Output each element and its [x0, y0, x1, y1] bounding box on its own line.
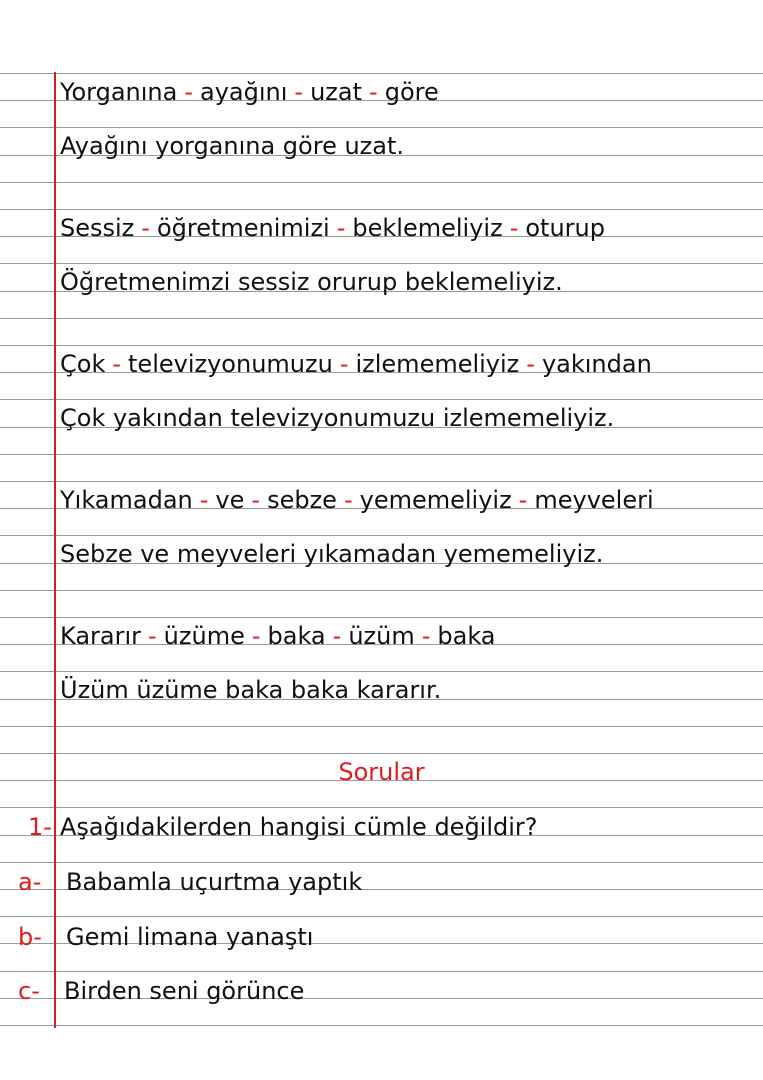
ruled-line [0, 862, 763, 863]
ruled-line [0, 726, 763, 727]
word-separator: - [294, 78, 304, 106]
word: baka [437, 622, 496, 650]
word: uzat [310, 78, 363, 106]
ruled-line [0, 127, 763, 128]
answer-sentence-4: Sebze ve meyveleri yıkamadan yememeliyiz. [60, 540, 604, 568]
word: ve [215, 486, 245, 514]
word: televizyonumuzu [128, 350, 333, 378]
margin-line [54, 72, 56, 1028]
word: Çok [60, 350, 106, 378]
word-list-3 [60, 349, 652, 379]
word: Sessiz [60, 214, 135, 242]
word-list-4 [60, 485, 654, 515]
word-list-1 [60, 77, 439, 107]
word: oturup [525, 214, 605, 242]
ruled-line [0, 318, 763, 319]
word-separator: - [336, 214, 346, 242]
option-text-c: Birden seni görünce [64, 977, 305, 1005]
word-separator: - [332, 622, 342, 650]
word: meyveleri [534, 486, 654, 514]
ruled-line [0, 209, 763, 210]
word: üzüme [163, 622, 245, 650]
answer-sentence-3: Çok yakından televizyonumuzu izlememeliyiz. [60, 404, 615, 432]
word: sebze [267, 486, 337, 514]
answer-sentence-5: Üzüm üzüme baka baka kararır. [60, 676, 442, 704]
ruled-line [0, 1025, 763, 1026]
word-separator: - [369, 78, 378, 106]
answer-sentence-1: Ayağını yorganına göre uzat. [60, 132, 405, 160]
option-label-b: b- [18, 923, 42, 951]
word: üzüm [348, 622, 415, 650]
word: Yıkamadan [60, 486, 193, 514]
question-text: Aşağıdakilerden hangisi cümle değildir? [60, 813, 538, 841]
word-list-2 [60, 213, 605, 243]
option-text-a: Babamla uçurtma yaptık [66, 868, 363, 896]
word-separator: - [343, 486, 353, 514]
word: yememeliyiz [359, 486, 512, 514]
option-label-a: a- [18, 868, 42, 896]
word-separator: - [148, 622, 157, 650]
ruled-line [0, 182, 763, 183]
word: Yorganına [60, 78, 178, 106]
question-number: 1- [28, 813, 52, 841]
questions-heading: Sorular [338, 758, 425, 786]
ruled-line [0, 753, 763, 754]
word: yakından [541, 350, 652, 378]
word-separator: - [339, 350, 349, 378]
ruled-line [0, 535, 763, 536]
word-separator: - [518, 486, 528, 514]
ruled-line [0, 345, 763, 346]
ruled-line [0, 971, 763, 972]
ruled-line [0, 590, 763, 591]
word-list-5 [60, 621, 496, 651]
word-separator: - [184, 78, 194, 106]
word: Kararır [60, 622, 141, 650]
ruled-line [0, 263, 763, 264]
ruled-line [0, 807, 763, 808]
word-separator: - [251, 622, 261, 650]
word: öğretmenimizi [156, 214, 330, 242]
word-separator: - [141, 214, 150, 242]
ruled-line [0, 481, 763, 482]
ruled-line [0, 399, 763, 400]
ruled-line [0, 617, 763, 618]
ruled-line [0, 916, 763, 917]
word: ayağını [200, 78, 288, 106]
word-separator: - [199, 486, 209, 514]
answer-sentence-2: Öğretmenimzi sessiz orurup beklemeliyiz. [60, 268, 563, 296]
ruled-line [0, 454, 763, 455]
word-separator: - [421, 622, 431, 650]
word: göre [384, 78, 439, 106]
ruled-line [0, 671, 763, 672]
ruled-line [0, 73, 763, 74]
word: baka [267, 622, 326, 650]
option-label-c: c- [18, 977, 40, 1005]
word-separator: - [251, 486, 261, 514]
word: izlememeliyiz [355, 350, 520, 378]
word-separator: - [112, 350, 122, 378]
option-text-b: Gemi limana yanaştı [66, 923, 314, 951]
word-separator: - [509, 214, 519, 242]
word-separator: - [526, 350, 535, 378]
word: beklemeliyiz [352, 214, 503, 242]
